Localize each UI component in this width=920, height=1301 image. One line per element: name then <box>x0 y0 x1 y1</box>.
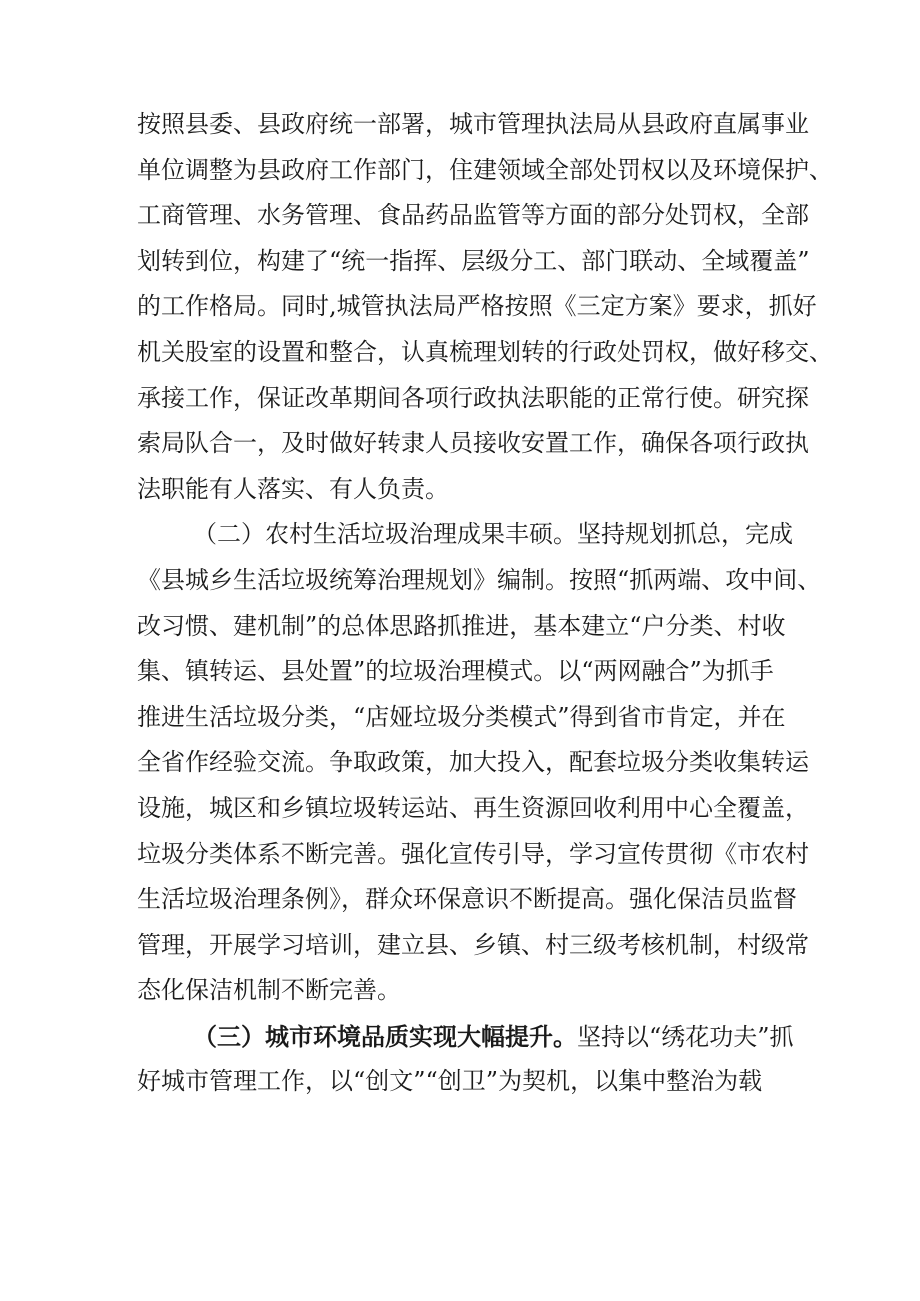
text-line: 全省作经验交流。争取政策，加大投入，配套垃圾分类收集转运 <box>137 748 809 777</box>
text-line: 《县城乡生活垃圾统筹治理规划》编制。按照“抓两端、攻中间、 <box>137 565 822 594</box>
text-run: 坚持以“绣花功夫”抓 <box>577 1022 794 1051</box>
text-line: 好城市管理工作，以“创文”“创卫”为契机，以集中整治为载 <box>137 1067 763 1096</box>
text-line: 态化保洁机制不断完善。 <box>137 976 401 1005</box>
text-line: 的工作格局。同时,城管执法局严格按照《三定方案》要求，抓好 <box>137 292 817 321</box>
text-line: 承接工作，保证改革期间各项行政执法职能的正常行使。研究探 <box>137 383 809 412</box>
text-line: 按照县委、县政府统一部署，城市管理执法局从县政府直属事业 <box>137 110 809 138</box>
text-line: 生活垃圾治理条例》，群众环保意识不断提高。强化保洁员监督 <box>137 885 797 914</box>
text-line: 工商管理、水务管理、食品药品监管等方面的部分处罚权，全部 <box>137 201 809 230</box>
text-line: 垃圾分类体系不断完善。强化宣传引导，学习宣传贯彻《市农村 <box>137 839 809 868</box>
paragraph-2 <box>137 512 822 1014</box>
section-heading: （三）城市环境品质实现大幅提升。 <box>193 1021 577 1051</box>
text-line: 设施，城区和乡镇垃圾转运站、再生资源回收利用中心全覆盖， <box>137 793 809 822</box>
text-line <box>137 1014 797 1060</box>
text-line: 管理，开展学习培训，建立县、乡镇、村三级考核机制，村级常 <box>137 930 809 959</box>
text-line: 法职能有人落实、有人负责。 <box>137 474 449 503</box>
text-line: 推进生活垃圾分类，“店娅垃圾分类模式”得到省市肯定，并在 <box>137 702 786 731</box>
text-line: 划转到位，构建了“统一指挥、层级分工、部门联动、全域覆盖” <box>137 246 810 275</box>
paragraph-1 <box>137 102 833 512</box>
text-line: 单位调整为县政府工作部门，住建领域全部处罚权以及环境保护、 <box>137 155 833 184</box>
text-line: 机关股室的设置和整合，认真梳理划转的行政处罚权，做好移交、 <box>137 337 833 366</box>
text-line: 索局队合一，及时做好转隶人员接收安置工作，确保各项行政执 <box>137 429 809 458</box>
document-body <box>137 102 833 1105</box>
paragraph-3 <box>137 1014 797 1105</box>
text-line: 改习惯、建机制”的总体思路抓推进，基本建立“户分类、村收 <box>137 611 786 640</box>
text-line: （二）农村生活垃圾治理成果丰硕。坚持规划抓总，完成 <box>193 520 793 549</box>
text-line: 集、镇转运、县处置”的垃圾治理模式。以“两网融合”为抓手 <box>137 657 774 686</box>
